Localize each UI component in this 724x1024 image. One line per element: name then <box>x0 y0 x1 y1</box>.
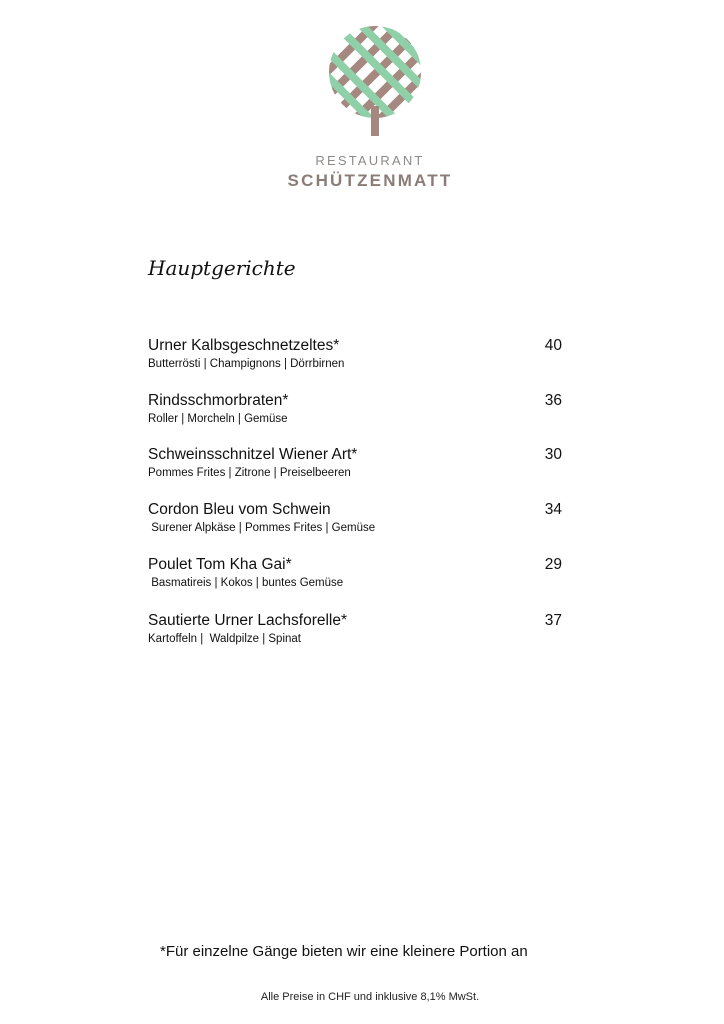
brand-line-restaurant: RESTAURANT <box>315 153 425 168</box>
item-description: Surener Alpkäse | Pommes Frites | Gemüse <box>148 522 376 534</box>
item-description: Kartoffeln | Waldpilze | Spinat <box>148 633 301 645</box>
item-name: Poulet Tom Kha Gai* <box>148 556 292 573</box>
vat-note: Alle Preise in CHF und inklusive 8,1% MwSt. <box>260 991 480 1003</box>
item-name: Schweinsschnitzel Wiener Art* <box>148 446 358 463</box>
item-name: Cordon Bleu vom Schwein <box>148 501 331 518</box>
menu-item <box>148 612 562 647</box>
item-name: Sautierte Urner Lachsforelle* <box>148 612 348 629</box>
item-description: Basmatireis | Kokos | buntes Gemüse <box>148 577 344 589</box>
portion-note: *Für einzelne Gänge bieten wir eine kleinere Portion an <box>160 943 528 960</box>
menu-item <box>148 337 562 372</box>
item-price: 30 <box>544 446 562 463</box>
item-name: Urner Kalbsgeschnetzeltes* <box>148 337 340 354</box>
menu-item <box>148 392 562 427</box>
menu-item <box>148 501 562 536</box>
tree-logo-icon <box>315 24 435 140</box>
menu-item <box>148 556 562 591</box>
item-description: Roller | Morcheln | Gemüse <box>148 413 288 425</box>
item-description: Pommes Frites | Zitrone | Preiselbeeren <box>148 467 351 479</box>
item-price: 37 <box>544 612 562 629</box>
item-description: Butterrösti | Champignons | Dörrbirnen <box>148 358 345 370</box>
section-title: Hauptgerichte <box>148 256 296 280</box>
item-name: Rindsschmorbraten* <box>148 392 289 409</box>
menu-item <box>148 446 562 481</box>
item-price: 34 <box>544 501 562 518</box>
brand-line-name: SCHÜTZENMATT <box>287 171 453 190</box>
item-price: 29 <box>544 556 562 573</box>
item-price: 40 <box>544 337 562 354</box>
item-price: 36 <box>544 392 562 409</box>
